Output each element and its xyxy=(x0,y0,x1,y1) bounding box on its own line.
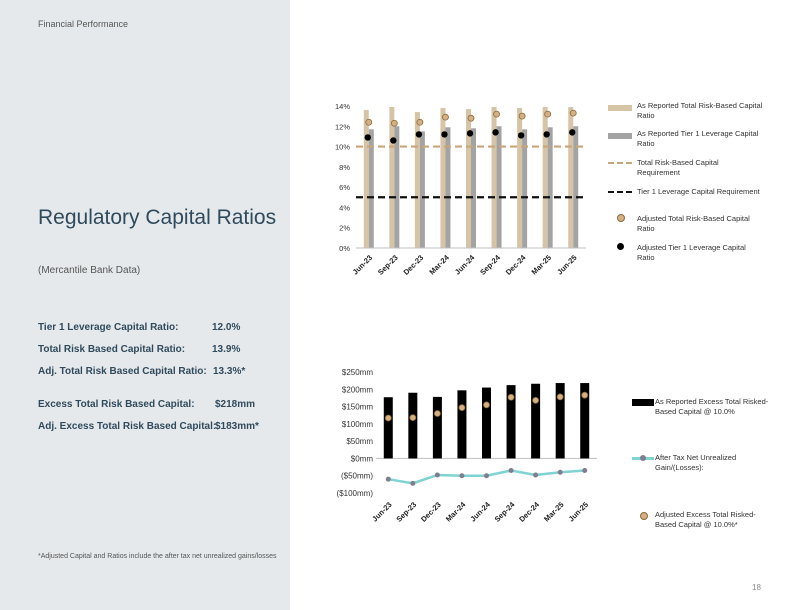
section-label: Financial Performance xyxy=(38,19,129,29)
x-tick-label: Sep-24 xyxy=(492,500,517,524)
y-tick-label: $50mm xyxy=(346,437,373,447)
point-unrealized-gains xyxy=(582,468,587,473)
marker-adj-excess-capital xyxy=(582,392,588,398)
y-tick-label: 4% xyxy=(339,203,350,213)
point-unrealized-gains xyxy=(459,473,464,478)
marker-adj-excess-capital xyxy=(385,415,391,421)
legend-total-risk-ratio: As Reported Total Risk-Based Capital Ratio xyxy=(637,101,763,120)
x-tick-label: Dec-24 xyxy=(503,253,528,277)
legend-swatch-black-bar xyxy=(632,399,654,406)
point-unrealized-gains xyxy=(558,470,563,475)
y-tick-label: $200mm xyxy=(341,385,373,395)
point-unrealized-gains xyxy=(386,477,391,482)
bar-excess-capital xyxy=(433,397,442,459)
marker-adj-excess-capital xyxy=(410,415,416,421)
y-tick-label: 12% xyxy=(334,122,350,132)
legend-swatch-black-dash xyxy=(608,191,632,193)
legend-total-risk-requirement: Total Risk-Based Capital Requirement xyxy=(637,158,719,177)
footnote: *Adjusted Capital and Ratios include the after tax net unrealized gains/losses xyxy=(38,553,277,560)
legend-marker-tan-2 xyxy=(640,512,648,520)
y-tick-label: 10% xyxy=(334,142,350,152)
metric-label: Total Risk Based Capital Ratio: xyxy=(38,344,186,355)
legend-swatch-gray-bar xyxy=(608,133,632,139)
x-tick-label: Mar-24 xyxy=(427,253,451,277)
y-tick-label: $250mm xyxy=(341,368,373,377)
bar-excess-capital xyxy=(457,390,466,458)
point-unrealized-gains xyxy=(533,473,538,478)
bar-excess-capital xyxy=(384,397,393,458)
point-unrealized-gains xyxy=(484,473,489,478)
x-tick-label: Dec-23 xyxy=(419,500,443,524)
x-tick-label: Sep-23 xyxy=(375,253,400,277)
x-tick-label: Jun-23 xyxy=(370,500,394,524)
legend-adj-total-risk: Adjusted Total Risk-Based Capital Ratio xyxy=(637,214,750,233)
y-tick-label: 0% xyxy=(339,244,350,253)
x-tick-label: Sep-23 xyxy=(394,500,419,524)
point-unrealized-gains xyxy=(410,481,415,486)
metric-value: 13.3%* xyxy=(213,366,246,377)
y-tick-label: $0mm xyxy=(350,454,373,464)
legend-swatch-tan-bar xyxy=(608,105,632,111)
x-tick-label: Dec-23 xyxy=(401,253,426,277)
y-tick-label: 14% xyxy=(334,102,350,111)
y-tick-label: 2% xyxy=(339,223,350,233)
x-tick-label: Sep-24 xyxy=(478,253,502,277)
legend-adj-excess-capital: Adjusted Excess Total Risked-Based Capital @ 10.0%* xyxy=(655,510,756,529)
bar-excess-capital xyxy=(482,388,491,459)
legend-tier1-ratio: As Reported Tier 1 Leverage Capital Ratio xyxy=(637,129,759,148)
x-tick-label: Dec-24 xyxy=(517,500,542,524)
legend-marker-tan xyxy=(617,214,625,222)
metric-value: $218mm xyxy=(215,399,256,410)
legend-marker-gray xyxy=(640,455,646,461)
y-tick-label: ($100mm) xyxy=(336,489,373,498)
legend-excess-capital: As Reported Excess Total Risked-Based Capital @ 10.0% xyxy=(655,397,769,416)
y-tick-label: $100mm xyxy=(341,419,373,429)
x-tick-label: Jun-25 xyxy=(555,253,579,277)
legend-marker-black xyxy=(617,243,624,250)
x-tick-label: Jun-24 xyxy=(452,253,477,277)
legend-adj-tier1: Adjusted Tier 1 Leverage Capital Ratio xyxy=(637,243,746,262)
metric-value: 12.0% xyxy=(212,322,241,333)
marker-adj-excess-capital xyxy=(459,405,465,411)
x-tick-label: Mar-25 xyxy=(529,253,554,277)
metric-label: Tier 1 Leverage Capital Ratio: xyxy=(38,322,179,333)
page-title: Regulatory Capital Ratios xyxy=(38,206,277,229)
x-tick-label: Jun-25 xyxy=(566,500,591,524)
x-tick-label: Mar-24 xyxy=(443,500,468,524)
y-tick-label: 8% xyxy=(339,162,350,172)
metric-value: $183mm* xyxy=(215,421,259,432)
marker-adj-excess-capital xyxy=(484,402,490,408)
metric-label: Excess Total Risk Based Capital: xyxy=(38,399,195,410)
page-number: 18 xyxy=(752,583,761,592)
y-tick-label: $150mm xyxy=(341,402,373,412)
y-tick-label: 6% xyxy=(339,183,350,193)
legend-unrealized-gains: After Tax Net Unrealized Gain/(Losses): xyxy=(655,453,737,472)
y-tick-label: ($50mm) xyxy=(340,471,373,481)
bar-excess-capital xyxy=(408,393,417,459)
marker-adj-excess-capital xyxy=(434,410,440,416)
point-unrealized-gains xyxy=(509,468,514,473)
metric-value: 13.9% xyxy=(212,344,241,355)
marker-adj-excess-capital xyxy=(557,394,563,400)
marker-adj-excess-capital xyxy=(533,397,539,403)
marker-adj-excess-capital xyxy=(508,394,514,400)
x-tick-label: Jun-23 xyxy=(350,253,375,277)
legend-swatch-tan-dash xyxy=(608,162,632,164)
point-unrealized-gains xyxy=(435,473,440,478)
x-tick-label: Mar-25 xyxy=(542,500,566,524)
x-tick-label: Jun-24 xyxy=(468,500,492,524)
metric-label: Adj. Total Risk Based Capital Ratio: xyxy=(38,366,207,377)
metric-label: Adj. Excess Total Risk Based Capital: xyxy=(38,421,217,432)
page-subtitle: (Mercantile Bank Data) xyxy=(38,265,141,276)
bar-excess-capital xyxy=(531,384,540,459)
legend-tier1-requirement: Tier 1 Leverage Capital Requirement xyxy=(637,187,760,196)
